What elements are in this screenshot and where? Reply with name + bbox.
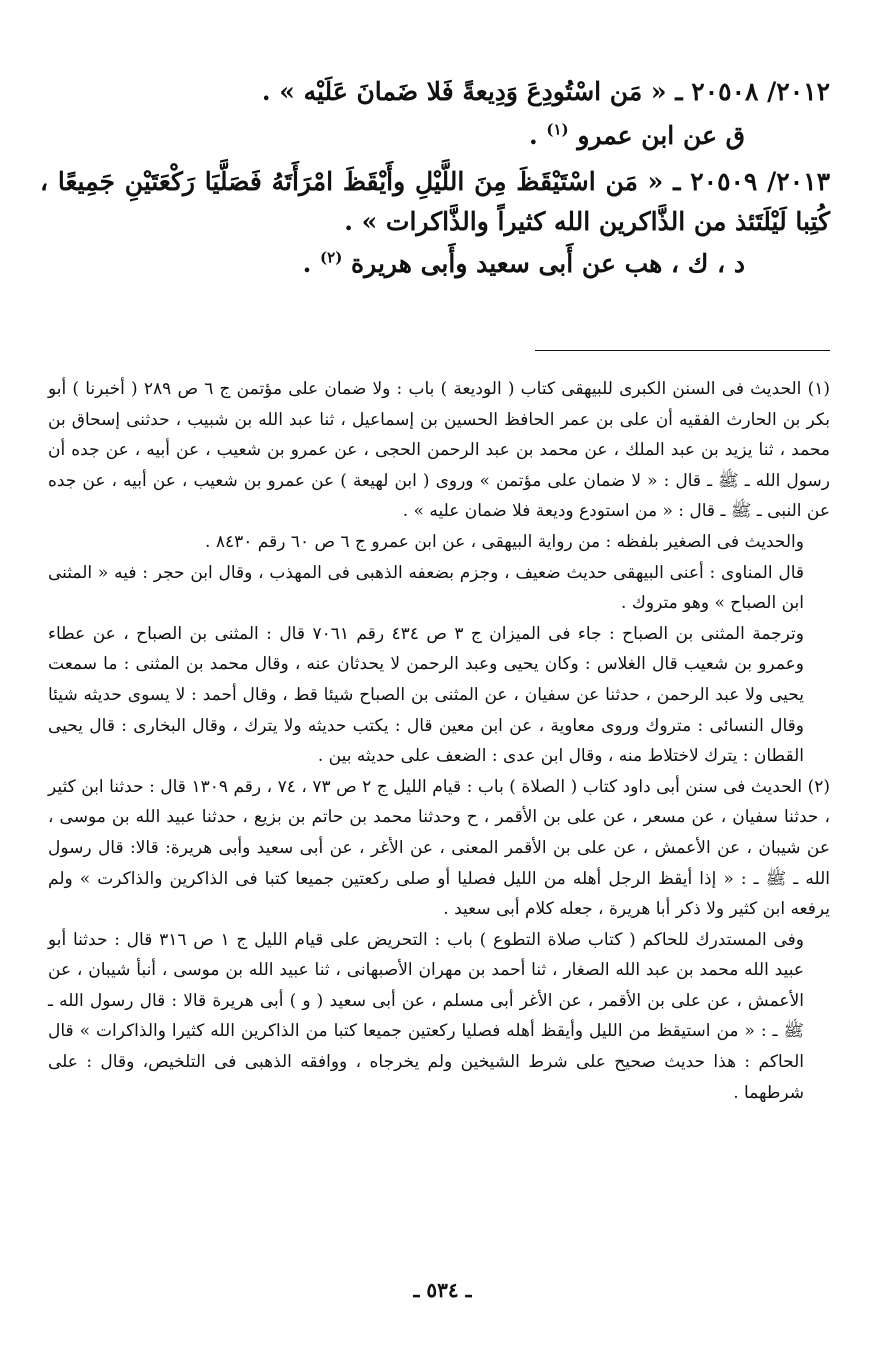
source-2012 [40, 116, 830, 156]
source-2013 [40, 244, 830, 284]
hadith-2013: ٢٠١٣/ ٢٠٥٠٩ ـ « مَن اسْتَيْقَظَ مِنَ اللَّيْلِ وأَيْقَظَ امْرَأَتَهُ فَصَلَّيَا رَكْعَتَيْنِ جَمِيعًا ، كُتِبا لَيْلَتَئذ من الذَّاكرين الله كثيراً والذَّاكرات » . [40, 167, 831, 236]
source-2012-text: ق عن ابن عمرو [577, 121, 745, 150]
footnote-1-paragraph: قال المناوى : أعنى البيهقى حديث ضعيف ، وجزم بضعفه الذهبى فى المهذب ، وقال ابن حجر : فيه « المثنى ابن الصباح » وهو متروك . [48, 562, 804, 614]
page-number: ـ ٥٣٤ ـ [413, 1278, 472, 1302]
footnote-1-paragraph: والحديث فى الصغير بلفظه : من رواية البيهقى ، عن ابن عمرو ج ٦ ص ٦٠ رقم ٨٤٣٠ . [205, 531, 804, 552]
source-2013-text: د ، ك ، هب عن أَبى سعيد وأَبى هريرة [351, 249, 745, 278]
footnote-1-paragraph: وترجمة المثنى بن الصباح : جاء فى الميزان ج ٣ ص ٤٣٤ رقم ٧٠٦١ قال : المثنى بن الصباح ، عن عطاء وعمرو بن شعيب قال الغلاس : وكان يحيى وعبد الرحمن لا يحدثان عنه ، وقال محمد بن المثنى : ما سمعت يحيى ولا عبد الرحمن ، حدثنا عن سفيان ، عن المثنى بن الصباح شيئا قط ، وقال أحمد : لا يسوى حديثه شيئا وقال النسائى : متروك وروى معاوية ، عن ابن معين قال : يكتب حديثه ولا يترك ، وقال البخارى : قال يحيى القطان : يترك لاختلاط منه ، وقال ابن عدى : الضعف على حديثه بين . [48, 623, 804, 767]
source-2012-end: . [528, 121, 547, 150]
hadith-2012: ٢٠١٢/ ٢٠٥٠٨ ـ « مَن اسْتُودِعَ وَدِيعةً فَلا ضَمانَ عَلَيْه » . [261, 77, 830, 106]
footnotes [48, 374, 830, 1108]
footnote-separator [535, 350, 830, 351]
footnote-2-paragraph: وفى المستدرك للحاكم ( كتاب صلاة التطوع ) باب : التحريض على قيام الليل ج ١ ص ٣١٦ قال : حدثنا أبو عبيد الله محمد بن عبد الله الصغار ، ثنا أحمد بن مهران الأصبهانى ، ثنا عبيد الله بن موسى ، أنبأ شيبان ، عن الأعمش ، عن على بن الأقمر ، عن الأغر أبى مسلم ، عن أبى سعيد ( و ) أبى هريرة قالا : قال رسول الله ـ ﷺ ـ : « من استيقظ من الليل وأيقظ أهله فصليا ركعتين جميعا كتبا من الذاكرين الله كثيرا والذاكرات » قال الحاكم : هذا حديث صحيح على شرط الشيخين ولم يخرجاه ، ووافقه الذهبى فى التلخيص، وقال : على شرطهما . [48, 929, 804, 1103]
main-text [40, 72, 830, 284]
footnote-1: (١) الحديث فى السنن الكبرى للبيهقى كتاب ( الوديعة ) باب : ولا ضمان على مؤتمن ج ٦ ص ٢٨٩ ( أخبرنا ) أبو بكر بن الحارث الفقيه أن على بن عمر الحافظ الحسين بن إسماعيل ، ثنا عبد الله بن شبيب ، حدثنى إسحاق بن محمد ، ثنا يزيد بن عبد الملك ، عن محمد بن عبد الرحمن الحجى ، عن عمرو بن شعيب ، عن أبيه ، عن جده أن رسول الله ـ ﷺ ـ قال : « لا ضمان على مؤتمن » وروى ( ابن لهيعة ) عن عمرو بن شعيب ، عن أبيه ، عن جده عن النبى ـ ﷺ ـ قال : « من استودع وديعة فلا ضمان عليه » . [48, 379, 830, 522]
source-2013-end: . [302, 249, 321, 278]
footnote-2: (٢) الحديث فى سنن أبى داود كتاب ( الصلاة ) باب : قيام الليل ج ٢ ص ٧٣ ، ٧٤ ، رقم ١٣٠٩ قال : حدثنا ابن كثير ، حدثنا سفيان ، عن مسعر ، عن على بن الأقمر ، ح وحدثنا محمد بن حاتم بن بزيع ، حدثنا عبيد الله بن موسى ، عن شيبان ، عن الأعمش ، عن على بن الأقمر المعنى ، عن الأغر ، عن أبى سعيد وأبى هريرة: قالا: قال رسول الله ـ ﷺ ـ : « إذا أيقظ الرجل أهله من الليل فصليا أو صلى ركعتين جميعا كتبا فى الذاكرين والذاكرت » ولم يرفعه ابن كثير ولا ذكر أبا هريرة ، جعله كلام أبى سعيد . [48, 776, 830, 920]
footnote-ref-1[interactable]: (١) [546, 120, 569, 139]
footnote-ref-2[interactable]: (٢) [320, 248, 343, 267]
